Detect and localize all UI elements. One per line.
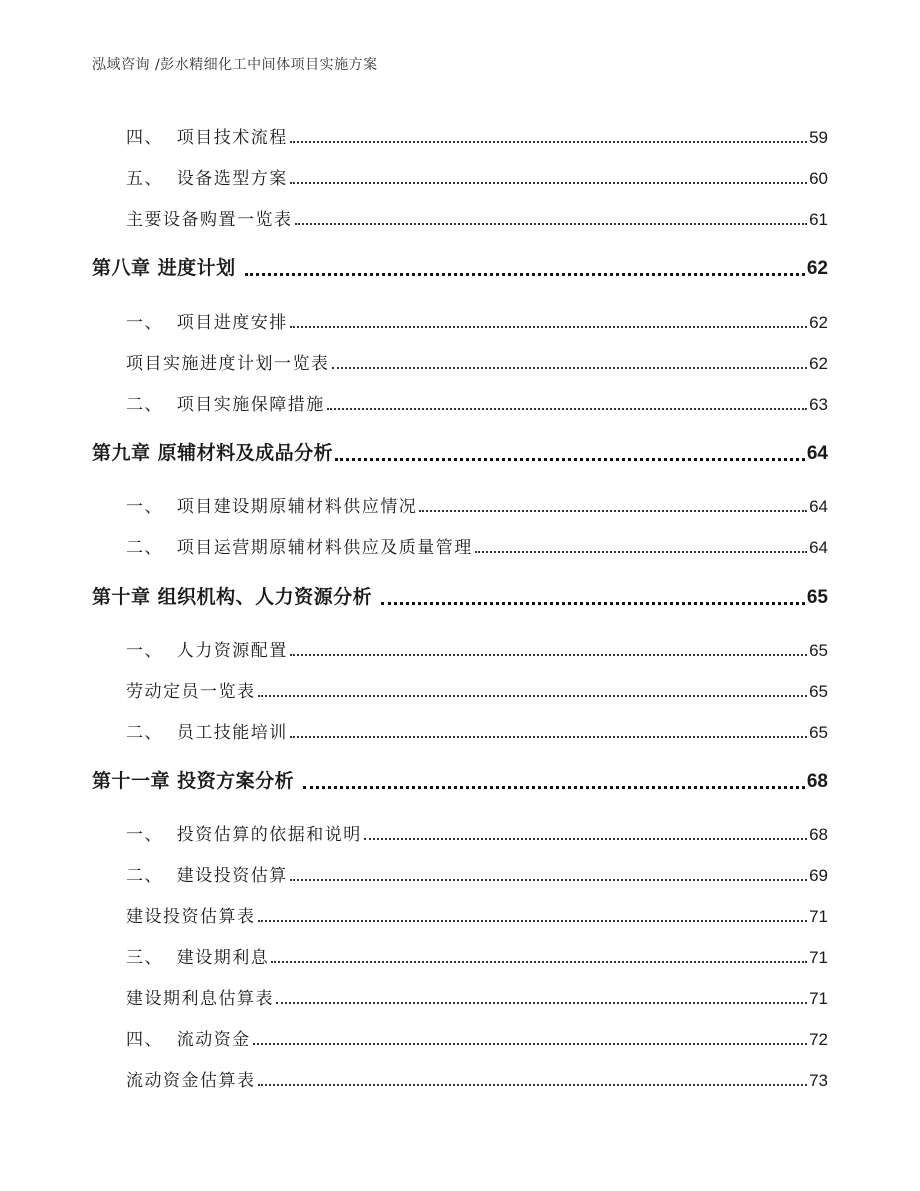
toc-entry[interactable] xyxy=(0,901,920,927)
toc-entry[interactable] xyxy=(0,532,920,558)
dot-leader xyxy=(364,838,807,840)
toc-entry-page: 68 xyxy=(809,825,828,844)
toc-entry-page: 63 xyxy=(809,395,828,414)
toc-entry[interactable] xyxy=(0,122,920,148)
dot-leader xyxy=(276,1002,807,1004)
dot-leader xyxy=(258,920,808,922)
toc-chapter-page: 62 xyxy=(806,258,828,279)
toc-entry-title: 流动资金估算表 xyxy=(126,1071,256,1091)
dot-leader xyxy=(419,510,807,512)
dot-leader xyxy=(258,1084,808,1086)
toc-chapter-page: 68 xyxy=(806,771,828,792)
toc-entry[interactable] xyxy=(0,1024,920,1050)
toc-entry[interactable] xyxy=(0,983,920,1009)
toc-entry-page: 65 xyxy=(809,641,828,660)
toc-entry-title: 一、 项目建设期原辅材料供应情况 xyxy=(126,497,418,517)
dot-leader xyxy=(303,786,805,789)
toc-entry-title: 二、 建设投资估算 xyxy=(126,866,288,886)
toc-chapter-entry[interactable] xyxy=(0,583,920,609)
toc-entry[interactable] xyxy=(0,1065,920,1091)
toc-entry[interactable] xyxy=(0,717,920,743)
toc-entry-title: 四、 项目技术流程 xyxy=(126,128,288,148)
toc-entry-title: 项目实施进度计划一览表 xyxy=(126,354,330,374)
toc-entry-title: 四、 流动资金 xyxy=(126,1030,251,1050)
toc-entry-title: 建设投资估算表 xyxy=(126,907,256,927)
toc-entry-page: 69 xyxy=(809,866,828,885)
toc-entry-page: 62 xyxy=(809,354,828,373)
dot-leader xyxy=(295,223,808,225)
toc-entry-page: 61 xyxy=(809,210,828,229)
dot-leader xyxy=(290,141,807,143)
toc-entry[interactable] xyxy=(0,819,920,845)
dot-leader xyxy=(335,458,805,461)
toc-chapter-title: 第十章 组织机构、人力资源分析 xyxy=(92,586,380,608)
toc-entry[interactable] xyxy=(0,860,920,886)
toc-entry-title: 二、 项目运营期原辅材料供应及质量管理 xyxy=(126,538,473,558)
toc-entry[interactable] xyxy=(0,491,920,517)
toc-chapter-entry[interactable] xyxy=(0,439,920,465)
toc-entry[interactable] xyxy=(0,348,920,374)
toc-entry[interactable] xyxy=(0,204,920,230)
toc-entry-title: 二、 员工技能培训 xyxy=(126,723,288,743)
dot-leader xyxy=(381,602,805,605)
toc-entry-page: 65 xyxy=(809,682,828,701)
dot-leader xyxy=(290,182,807,184)
toc-entry-page: 73 xyxy=(809,1071,828,1090)
toc-chapter-page: 64 xyxy=(806,443,828,464)
toc-entry-page: 60 xyxy=(809,169,828,188)
dot-leader xyxy=(258,695,808,697)
toc-entry-title: 五、 设备选型方案 xyxy=(126,169,288,189)
toc-entry-title: 二、 项目实施保障措施 xyxy=(126,395,325,415)
toc-entry-title: 一、 投资估算的依据和说明 xyxy=(126,825,362,845)
toc-entry-title: 劳动定员一览表 xyxy=(126,682,256,702)
toc-entry[interactable] xyxy=(0,389,920,415)
toc-entry-title: 一、 项目进度安排 xyxy=(126,313,288,333)
toc-entry-page: 64 xyxy=(809,538,828,557)
toc-chapter-entry[interactable] xyxy=(0,254,920,280)
dot-leader xyxy=(290,879,807,881)
toc-entry-page: 64 xyxy=(809,497,828,516)
toc-chapter-title: 第九章 原辅材料及成品分析 xyxy=(92,442,334,464)
dot-leader xyxy=(253,1043,807,1045)
dot-leader xyxy=(245,273,805,276)
dot-leader xyxy=(290,326,807,328)
toc-entry[interactable] xyxy=(0,676,920,702)
toc-entry[interactable] xyxy=(0,942,920,968)
toc-chapter-title: 第十一章 投资方案分析 xyxy=(92,770,302,792)
toc-entry[interactable] xyxy=(0,635,920,661)
dot-leader xyxy=(475,551,807,553)
toc-entry-title: 三、 建设期利息 xyxy=(126,948,270,968)
dot-leader xyxy=(290,654,807,656)
dot-leader xyxy=(332,367,808,369)
toc-entry[interactable] xyxy=(0,163,920,189)
toc-entry-title: 主要设备购置一览表 xyxy=(126,210,293,230)
toc-entry-page: 62 xyxy=(809,313,828,332)
toc-chapter-entry[interactable] xyxy=(0,767,920,793)
toc-entry-page: 71 xyxy=(809,948,828,967)
toc-entry-page: 71 xyxy=(809,907,828,926)
toc-entry[interactable] xyxy=(0,307,920,333)
dot-leader xyxy=(290,736,807,738)
dot-leader xyxy=(327,408,807,410)
toc-chapter-page: 65 xyxy=(806,587,828,608)
toc-entry-page: 71 xyxy=(809,989,828,1008)
running-header: 泓域咨询 /彭水精细化工中间体项目实施方案 xyxy=(92,57,378,73)
toc-entry-title: 建设期利息估算表 xyxy=(126,989,274,1009)
toc-entry-page: 72 xyxy=(809,1030,828,1049)
dot-leader xyxy=(271,961,807,963)
toc-entry-page: 59 xyxy=(809,128,828,147)
toc-entry-page: 65 xyxy=(809,723,828,742)
toc-chapter-title: 第八章 进度计划 xyxy=(92,257,243,279)
toc-entry-title: 一、 人力资源配置 xyxy=(126,641,288,661)
